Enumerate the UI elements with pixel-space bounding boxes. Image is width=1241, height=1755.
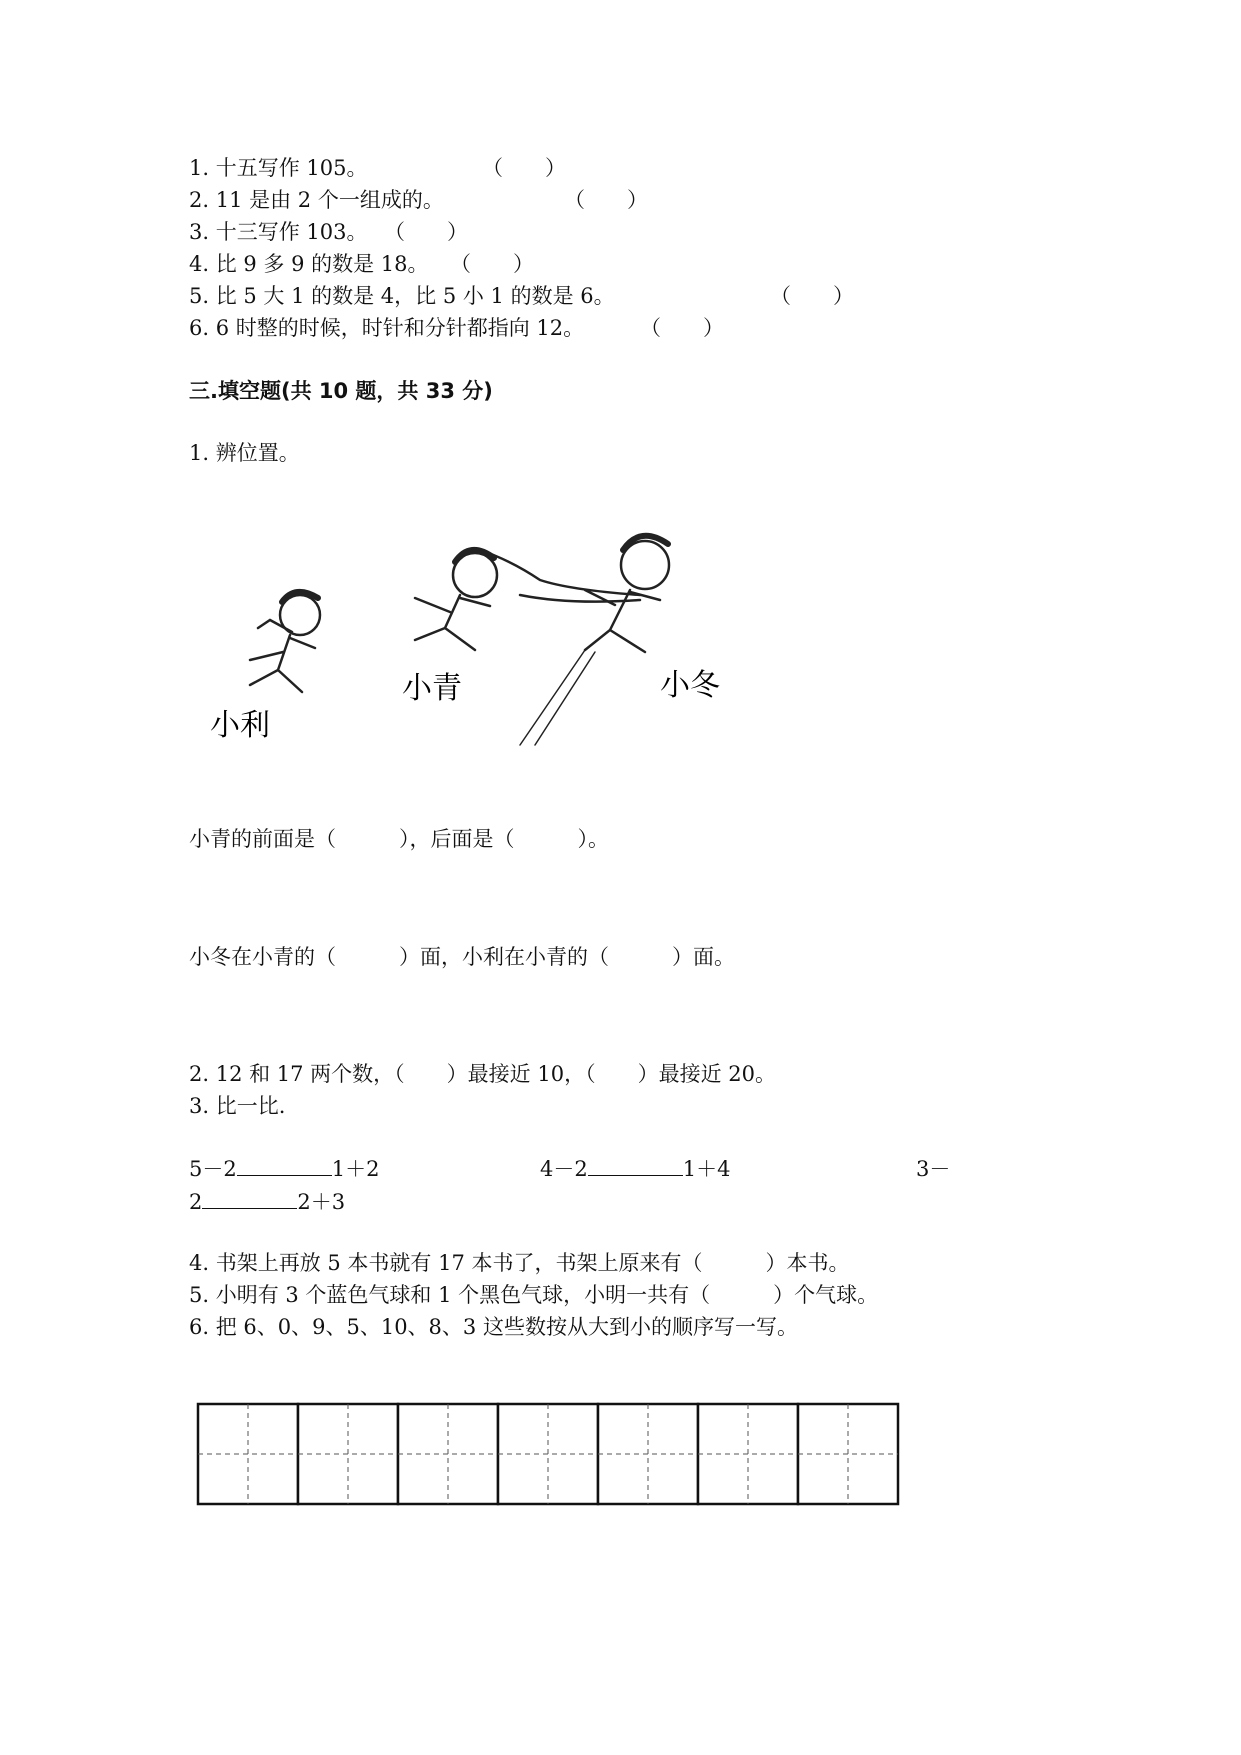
judge-item-6: 6. 6 时整的时候，时针和分针都指向 12。 <box>189 316 585 340</box>
runner-xiaoqing-figure <box>415 550 497 650</box>
q1-line2: 小冬在小青的（ ）面，小利在小青的（ ）面。 <box>189 945 735 969</box>
answer-blank-2[interactable] <box>588 1157 683 1176</box>
q4-text: 4. 书架上再放 5 本书就有 17 本书了，书架上原来有（ ）本书。 <box>189 1251 850 1275</box>
q2-text: 2. 12 和 17 两个数，（ ）最接近 10，（ ）最接近 20。 <box>189 1062 776 1086</box>
q6-text: 6. 把 6、0、9、5、10、8、3 这些数按从大到小的顺序写一写。 <box>189 1315 798 1339</box>
judge-item-1: 1. 十五写作 105。 <box>189 156 368 180</box>
grid-cell[interactable] <box>198 1404 298 1504</box>
answer-blank-3[interactable] <box>202 1190 297 1209</box>
grid-cell[interactable] <box>398 1404 498 1504</box>
q1-line1: 小青的前面是（ ），后面是（ ）。 <box>189 827 609 851</box>
judge-paren-2[interactable]: （ ） <box>564 188 648 212</box>
runner-xiaodong-figure <box>480 536 669 745</box>
answer-blank-1[interactable] <box>237 1157 332 1176</box>
running-children-illustration <box>190 520 770 750</box>
judge-item-3: 3. 十三写作 103。 <box>189 220 368 244</box>
grid-cell[interactable] <box>698 1404 798 1504</box>
judge-item-4: 4. 比 9 多 9 的数是 18。 <box>189 252 429 276</box>
q3-expr-2: 4－2 1＋4 <box>540 1157 731 1181</box>
judge-paren-1[interactable]: （ ） <box>482 156 566 180</box>
name-xiaoqing: 小青 <box>402 671 462 706</box>
q3-expr-3b: 2 2＋3 <box>189 1190 346 1214</box>
q3-label: 3. 比一比. <box>189 1094 286 1118</box>
section-title: 三.填空题(共 10 题，共 33 分) <box>189 379 493 403</box>
grid-cell[interactable] <box>498 1404 598 1504</box>
runner-xiaoli-figure <box>250 592 320 692</box>
q3-expr-3a: 3－ <box>916 1157 951 1181</box>
writing-grid <box>196 1402 902 1506</box>
q3-expr-1: 5－2 1＋2 <box>189 1157 380 1181</box>
grid-cell[interactable] <box>798 1404 898 1504</box>
judge-paren-3[interactable]: （ ） <box>384 220 468 244</box>
judge-item-2: 2. 11 是由 2 个一组成的。 <box>189 188 444 212</box>
judge-paren-5[interactable]: （ ） <box>770 284 854 308</box>
judge-paren-4[interactable]: （ ） <box>450 252 534 276</box>
grid-cell[interactable] <box>298 1404 398 1504</box>
name-xiaoli: 小利 <box>210 708 270 743</box>
grid-cell[interactable] <box>598 1404 698 1504</box>
q5-text: 5. 小明有 3 个蓝色气球和 1 个黑色气球，小明一共有（ ）个气球。 <box>189 1283 879 1307</box>
judge-item-5: 5. 比 5 大 1 的数是 4，比 5 小 1 的数是 6。 <box>189 284 615 308</box>
q1-label: 1. 辨位置。 <box>189 441 300 465</box>
name-xiaodong: 小冬 <box>660 668 720 703</box>
judge-paren-6[interactable]: （ ） <box>640 316 724 340</box>
